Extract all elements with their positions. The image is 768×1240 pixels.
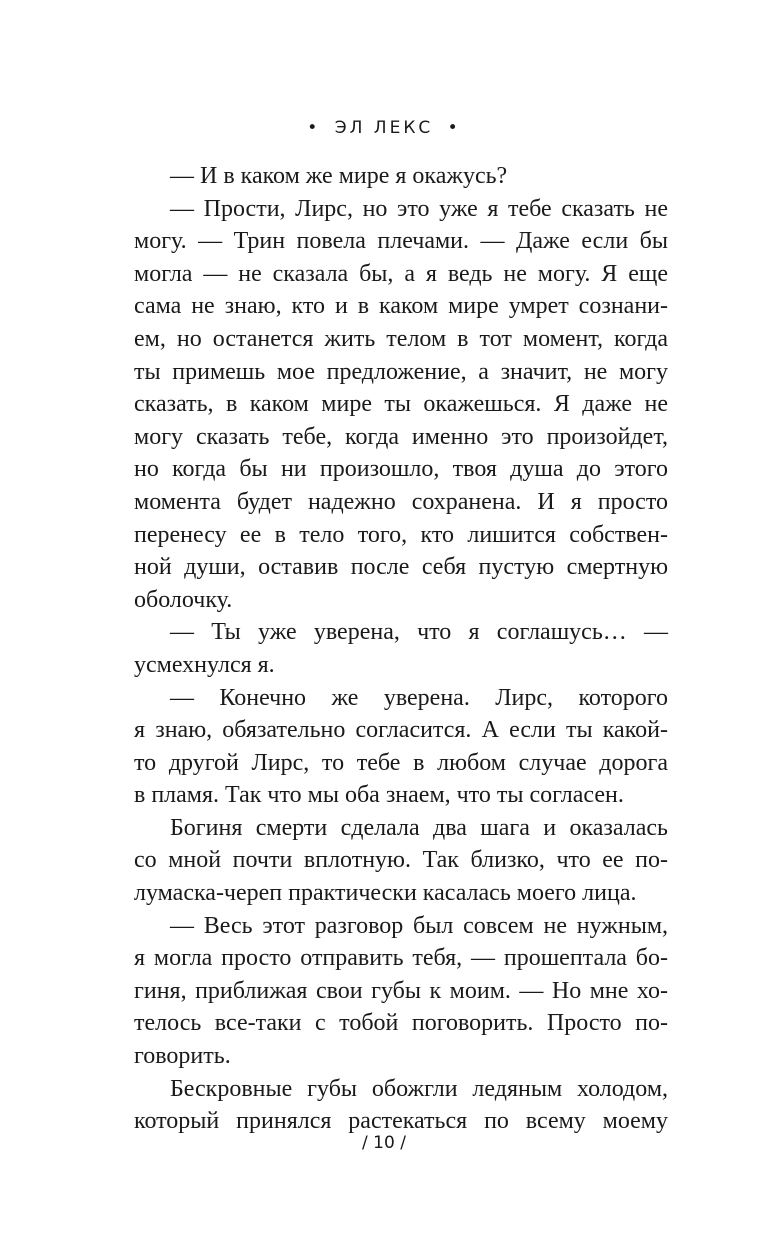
text-line: — Ты уже уверена, что я соглашусь… — [170, 619, 668, 646]
text-line: я могла просто отправить тебя, — прошептала бо- [134, 945, 668, 972]
text-line: ты примешь мое предложение, а значит, не могу [134, 358, 668, 385]
text-line: говорить. [134, 1043, 231, 1070]
text-line: сама не знаю, кто и в каком мире умрет сознани- [134, 293, 668, 320]
text-line: усмехнулся я. [134, 651, 275, 678]
running-header [0, 118, 768, 138]
text-line: телось все-таки с тобой поговорить. Просто по- [134, 1010, 668, 1037]
text-line: могла — не сказала бы, а я ведь не могу. Я еще [134, 260, 668, 287]
body-text [134, 160, 668, 1138]
text-line: оболочку. [134, 586, 233, 613]
header-author: ЭЛ ЛЕКС [334, 118, 434, 138]
text-line: гиня, приближая свои губы к моим. — Но мне хо- [134, 977, 668, 1004]
text-line: в пламя. Так что мы оба знаем, что ты согласен. [134, 782, 624, 809]
text-line: — И в каком же мире я окажусь? [170, 163, 508, 189]
text-line: ной души, оставив после себя пустую смертную [134, 554, 668, 581]
text-line: перенесу ее в тело того, кто лишится собствен- [134, 521, 668, 548]
text-line: сказать, в каком мире ты окажешься. Я даже не [134, 391, 668, 418]
header-bullet-right: • [447, 118, 461, 138]
text-line: Бескровные губы обожгли ледяным холодом, [170, 1075, 668, 1102]
text-line: — Конечно же уверена. Лирс, которого [170, 684, 668, 711]
text-line: но когда бы ни произошло, твоя душа до этого [134, 456, 668, 483]
text-line: со мной почти вплотную. Так близко, что ее по- [134, 847, 668, 874]
text-line: то другой Лирс, то тебе в любом случае дорога [134, 749, 668, 776]
text-line: могу сказать тебе, когда именно это произойдет, [134, 423, 668, 450]
text-line: Богиня смерти сделала два шага и оказалась [170, 814, 668, 841]
text-line: — Весь этот разговор был совсем не нужным, [170, 912, 668, 939]
text-line: ем, но останется жить телом в тот момент, когда [134, 325, 668, 352]
header-bullet-left: • [307, 118, 321, 138]
text-line: — Прости, Лирс, но это уже я тебе сказать не [170, 195, 668, 222]
text-line: лумаска-череп практически касалась моего лица. [134, 880, 637, 907]
text-line: я знаю, обязательно согласится. А если ты какой- [134, 717, 668, 744]
text-line: момента будет надежно сохранена. И я просто [134, 488, 668, 515]
text-line: могу. — Трин повела плечами. — Даже если бы [134, 228, 668, 255]
page-number: / 10 / [362, 1133, 406, 1153]
text-line: который принялся растекаться по всему моему [134, 1108, 668, 1135]
